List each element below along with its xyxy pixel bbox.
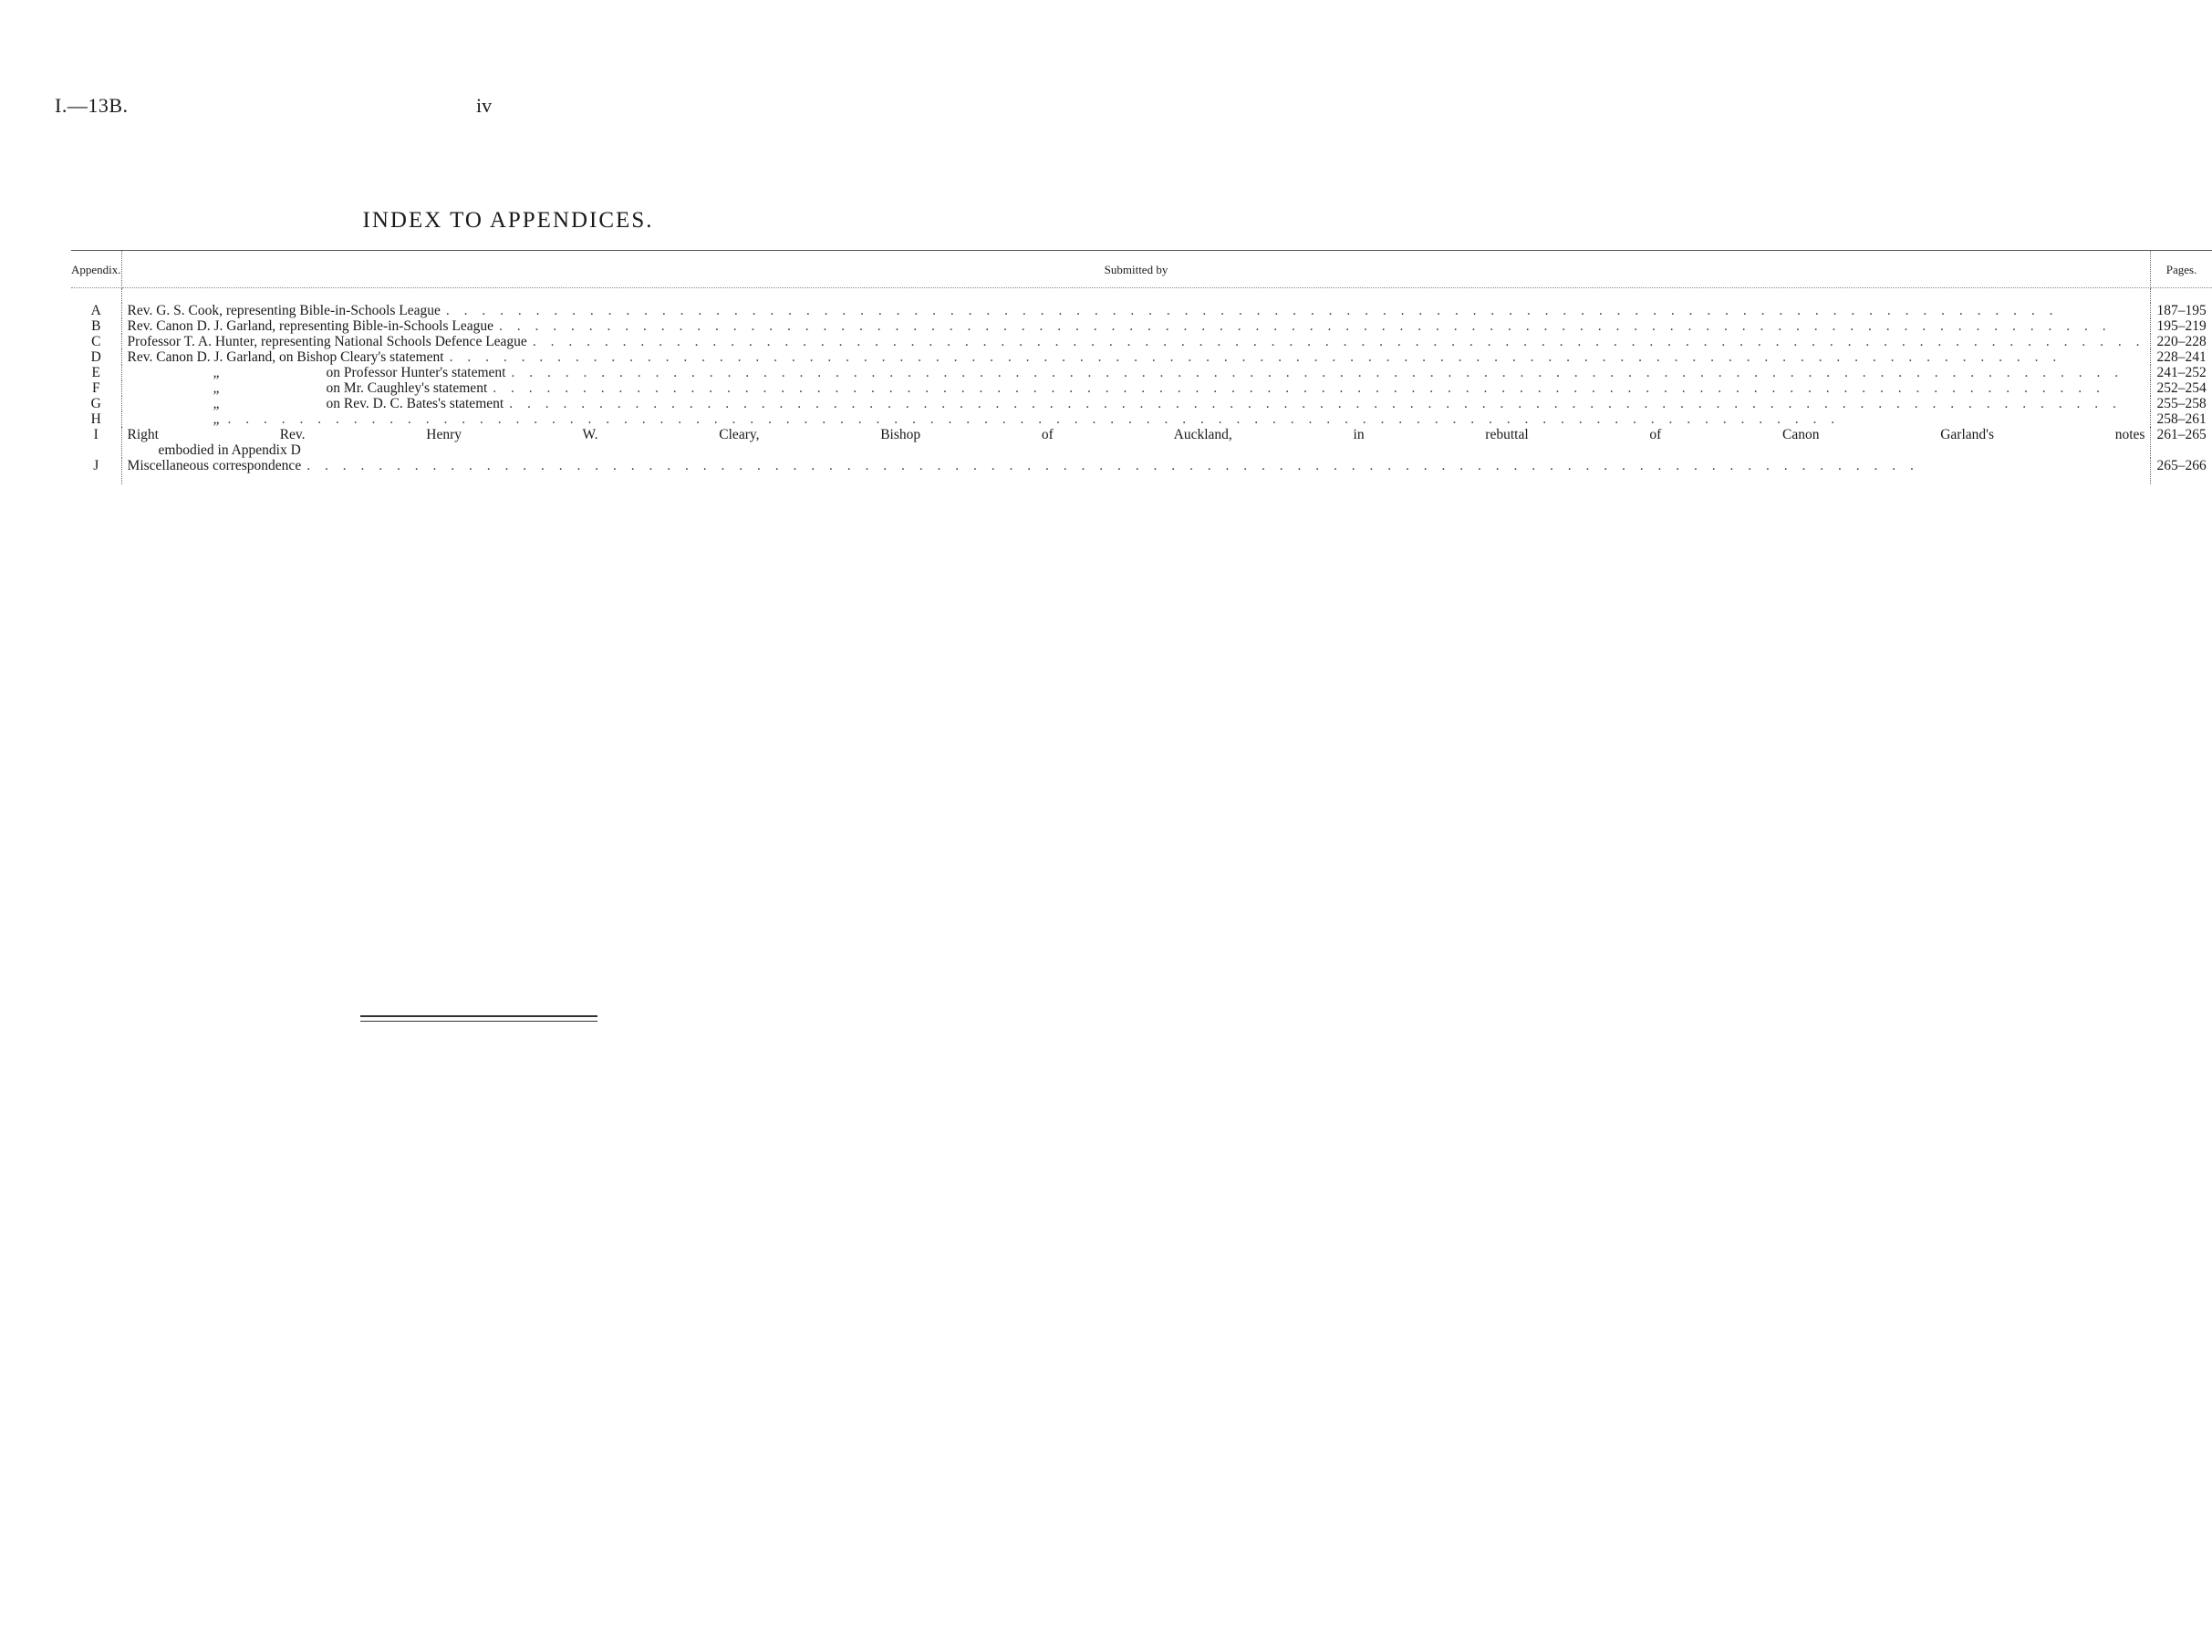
table-row [71,365,2212,380]
table-row [71,349,2212,365]
ditto-mark: „ [213,396,222,411]
page-range: 187–195 [2156,303,2207,318]
dot-leader [228,411,2145,427]
appendix-letter: J [71,458,121,484]
dot-leader [533,334,2145,349]
appendix-letter: G [71,396,121,411]
table-row [71,318,2212,334]
page-range: 258–261 [2156,411,2207,427]
table-row [71,427,2212,458]
dot-leader [511,365,2144,380]
appendix-letter: H [71,411,121,427]
submitted-by: on Mr. Caughley's statement [326,380,488,396]
submitted-by: Miscellaneous correspondence [127,458,302,473]
spacer-row [71,288,2212,304]
dot-leader [446,303,2145,318]
submitted-by-line-1: Right Rev. Henry W. Cleary, Bishop of Auckland, in rebuttal of Canon Garland's notes [127,427,2145,442]
submitted-by: Rev. G. S. Cook, representing Bible-in-Schools League [127,303,441,318]
page-range: 195–219 [2156,318,2207,334]
page-range: 252–254 [2156,380,2207,396]
table-row [71,396,2212,411]
dot-leader [450,349,2145,365]
page-range: 265–266 [2156,458,2207,473]
page-range: 255–258 [2156,396,2207,411]
appendix-letter: E [71,365,121,380]
table-row [71,303,2212,318]
header-pages: Pages. [2151,251,2212,288]
ditto-mark: „ [213,365,222,380]
table-row [71,411,2212,427]
appendix-letter: C [71,334,121,349]
submitted-by-line-2: embodied in Appendix D [158,442,301,458]
index-title: INDEX TO APPENDICES. [362,208,654,233]
submitted-by: Rev. Canon D. J. Garland, on Bishop Cleary's statement [127,349,444,365]
appendix-letter: D [71,349,121,365]
header-appendix: Appendix. [71,251,121,288]
dot-leader [493,380,2144,396]
appendix-letter: I [71,427,121,458]
page-range: 220–228 [2156,334,2207,349]
table-row [71,380,2212,396]
appendix-letter: F [71,380,121,396]
submitted-by: Rev. Canon D. J. Garland, representing Bible-in-Schools League [127,318,493,334]
ditto-mark: „ [213,380,222,396]
document-reference: I.—13B. [55,94,129,117]
section-divider-rule [360,1015,597,1022]
appendix-index-table [71,250,2212,484]
table-row [71,334,2212,349]
page-range: 241–252 [2156,365,2207,380]
table-row [71,458,2212,484]
dot-leader [306,458,2144,473]
page-range: 261–265 [2156,427,2207,442]
submitted-by: Professor T. A. Hunter, representing National Schools Defence League [127,334,527,349]
appendix-letter: B [71,318,121,334]
ditto-mark: „ [213,411,222,427]
page-number: iv [476,94,493,117]
header-submitted-by: Submitted by [121,251,2151,288]
page-range: 228–241 [2156,349,2207,365]
dot-leader [499,318,2144,334]
submitted-by: on Rev. D. C. Bates's statement [326,396,504,411]
submitted-by: on Professor Hunter's statement [326,365,506,380]
dot-leader [509,396,2144,411]
appendix-letter: A [71,303,121,318]
